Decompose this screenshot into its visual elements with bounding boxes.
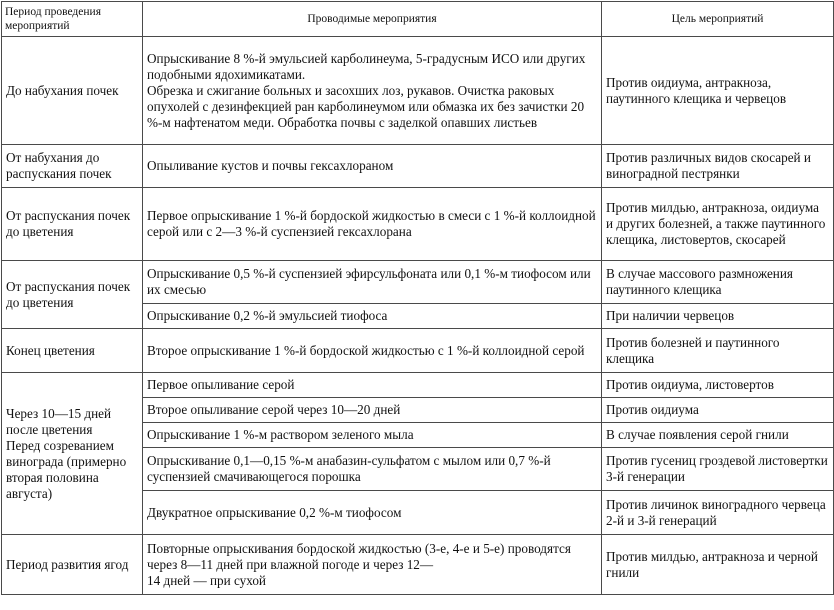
measures-cell: Опрыскивание 0,5 %-й суспензией эфирсульфоната или 0,1 %-м тиофосом или их смесью xyxy=(143,261,602,304)
measures-cell: Опыливание кустов и почвы гексахлораном xyxy=(143,145,602,188)
goal-cell: Против болезней и паутинного клещика xyxy=(602,329,834,373)
goal-cell: Против оидиума xyxy=(602,398,834,423)
goal-cell: В случае массового размножения паутинного клещика xyxy=(602,261,834,304)
measures-cell: Первое опрыскивание 1 %-й бордоской жидкостью в смеси с 1 %-й коллоидной серой или с 2—3 %-й суспензией гексахлорана xyxy=(143,188,602,261)
table-row xyxy=(2,188,834,261)
period-cell: До набухания почек xyxy=(2,37,143,145)
goal-cell: Против гусениц гроздевой листовертки 3-й генерации xyxy=(602,448,834,491)
header-period: Период проведения мероприятий xyxy=(2,2,143,37)
goal-cell: Против различных видов скосарей и виноградной пестрянки xyxy=(602,145,834,188)
period-cell: От распускания почек до цветения xyxy=(2,261,143,329)
measures-cell: Второе опрыскивание 1 %-й бордоской жидкостью с 1 %-й коллоидной серой xyxy=(143,329,602,373)
goal-cell: Против милдью, антракноза, оидиума и других болезней, а также паутинного клещика, листовертов, скосарей xyxy=(602,188,834,261)
period-cell: От набухания до распускания почек xyxy=(2,145,143,188)
measures-cell: Повторные опрыскивания бордоской жидкостью (3-е, 4-е и 5-е) проводятся через 8—11 дней при влажной погоде и через 12— 14 дней — при сухой xyxy=(143,535,602,595)
measures-cell: Опрыскивание 1 %-м раствором зеленого мыла xyxy=(143,423,602,448)
goal-cell: В случае появления серой гнили xyxy=(602,423,834,448)
measures-cell: Второе опыливание серой через 10—20 дней xyxy=(143,398,602,423)
measures-table xyxy=(1,1,834,595)
table-row xyxy=(2,145,834,188)
measures-cell: Опрыскивание 0,1—0,15 %-м анабазин-сульфатом с мылом или 0,7 %-й суспензией смачивающегося порошка xyxy=(143,448,602,491)
period-cell: Конец цветения xyxy=(2,329,143,373)
measures-cell: Двукратное опрыскивание 0,2 %-м тиофосом xyxy=(143,491,602,535)
goal-cell: Против милдью, антракноза и черной гнили xyxy=(602,535,834,595)
goal-cell: Против оидиума, антракноза, паутинного клещика и червецов xyxy=(602,37,834,145)
measures-cell: Опрыскивание 0,2 %-й эмульсией тиофоса xyxy=(143,304,602,329)
header-row xyxy=(2,2,834,37)
measures-cell: Опрыскивание 8 %-й эмульсией карболинеума, 5-градусным ИСО или других подобными ядохимикатами. Обрезка и сжигание больных и засохших лоз, рукавов. Очистка раковых опухолей с дезинфекцией ран карболинеумом или обмазка их без зачистки 20 %-м нафтенатом меди. Обработка почвы с заделкой опавших листьев xyxy=(143,37,602,145)
table-row xyxy=(2,535,834,595)
measures-cell: Первое опыливание серой xyxy=(143,373,602,398)
table-row xyxy=(2,329,834,373)
goal-cell: Против личинок виноградного червеца 2-й и 3-й генераций xyxy=(602,491,834,535)
period-cell: Период развития ягод xyxy=(2,535,143,595)
header-measures: Проводимые мероприятия xyxy=(143,2,602,37)
goal-cell: Против оидиума, листовертов xyxy=(602,373,834,398)
period-cell: От распускания почек до цветения xyxy=(2,188,143,261)
period-cell: Через 10—15 дней после цветения Перед созреванием винограда (примерно вторая половина августа) xyxy=(2,373,143,535)
table-row xyxy=(2,37,834,145)
table-row xyxy=(2,261,834,304)
goal-cell: При наличии червецов xyxy=(602,304,834,329)
header-goal: Цель мероприятий xyxy=(602,2,834,37)
table-row xyxy=(2,373,834,398)
